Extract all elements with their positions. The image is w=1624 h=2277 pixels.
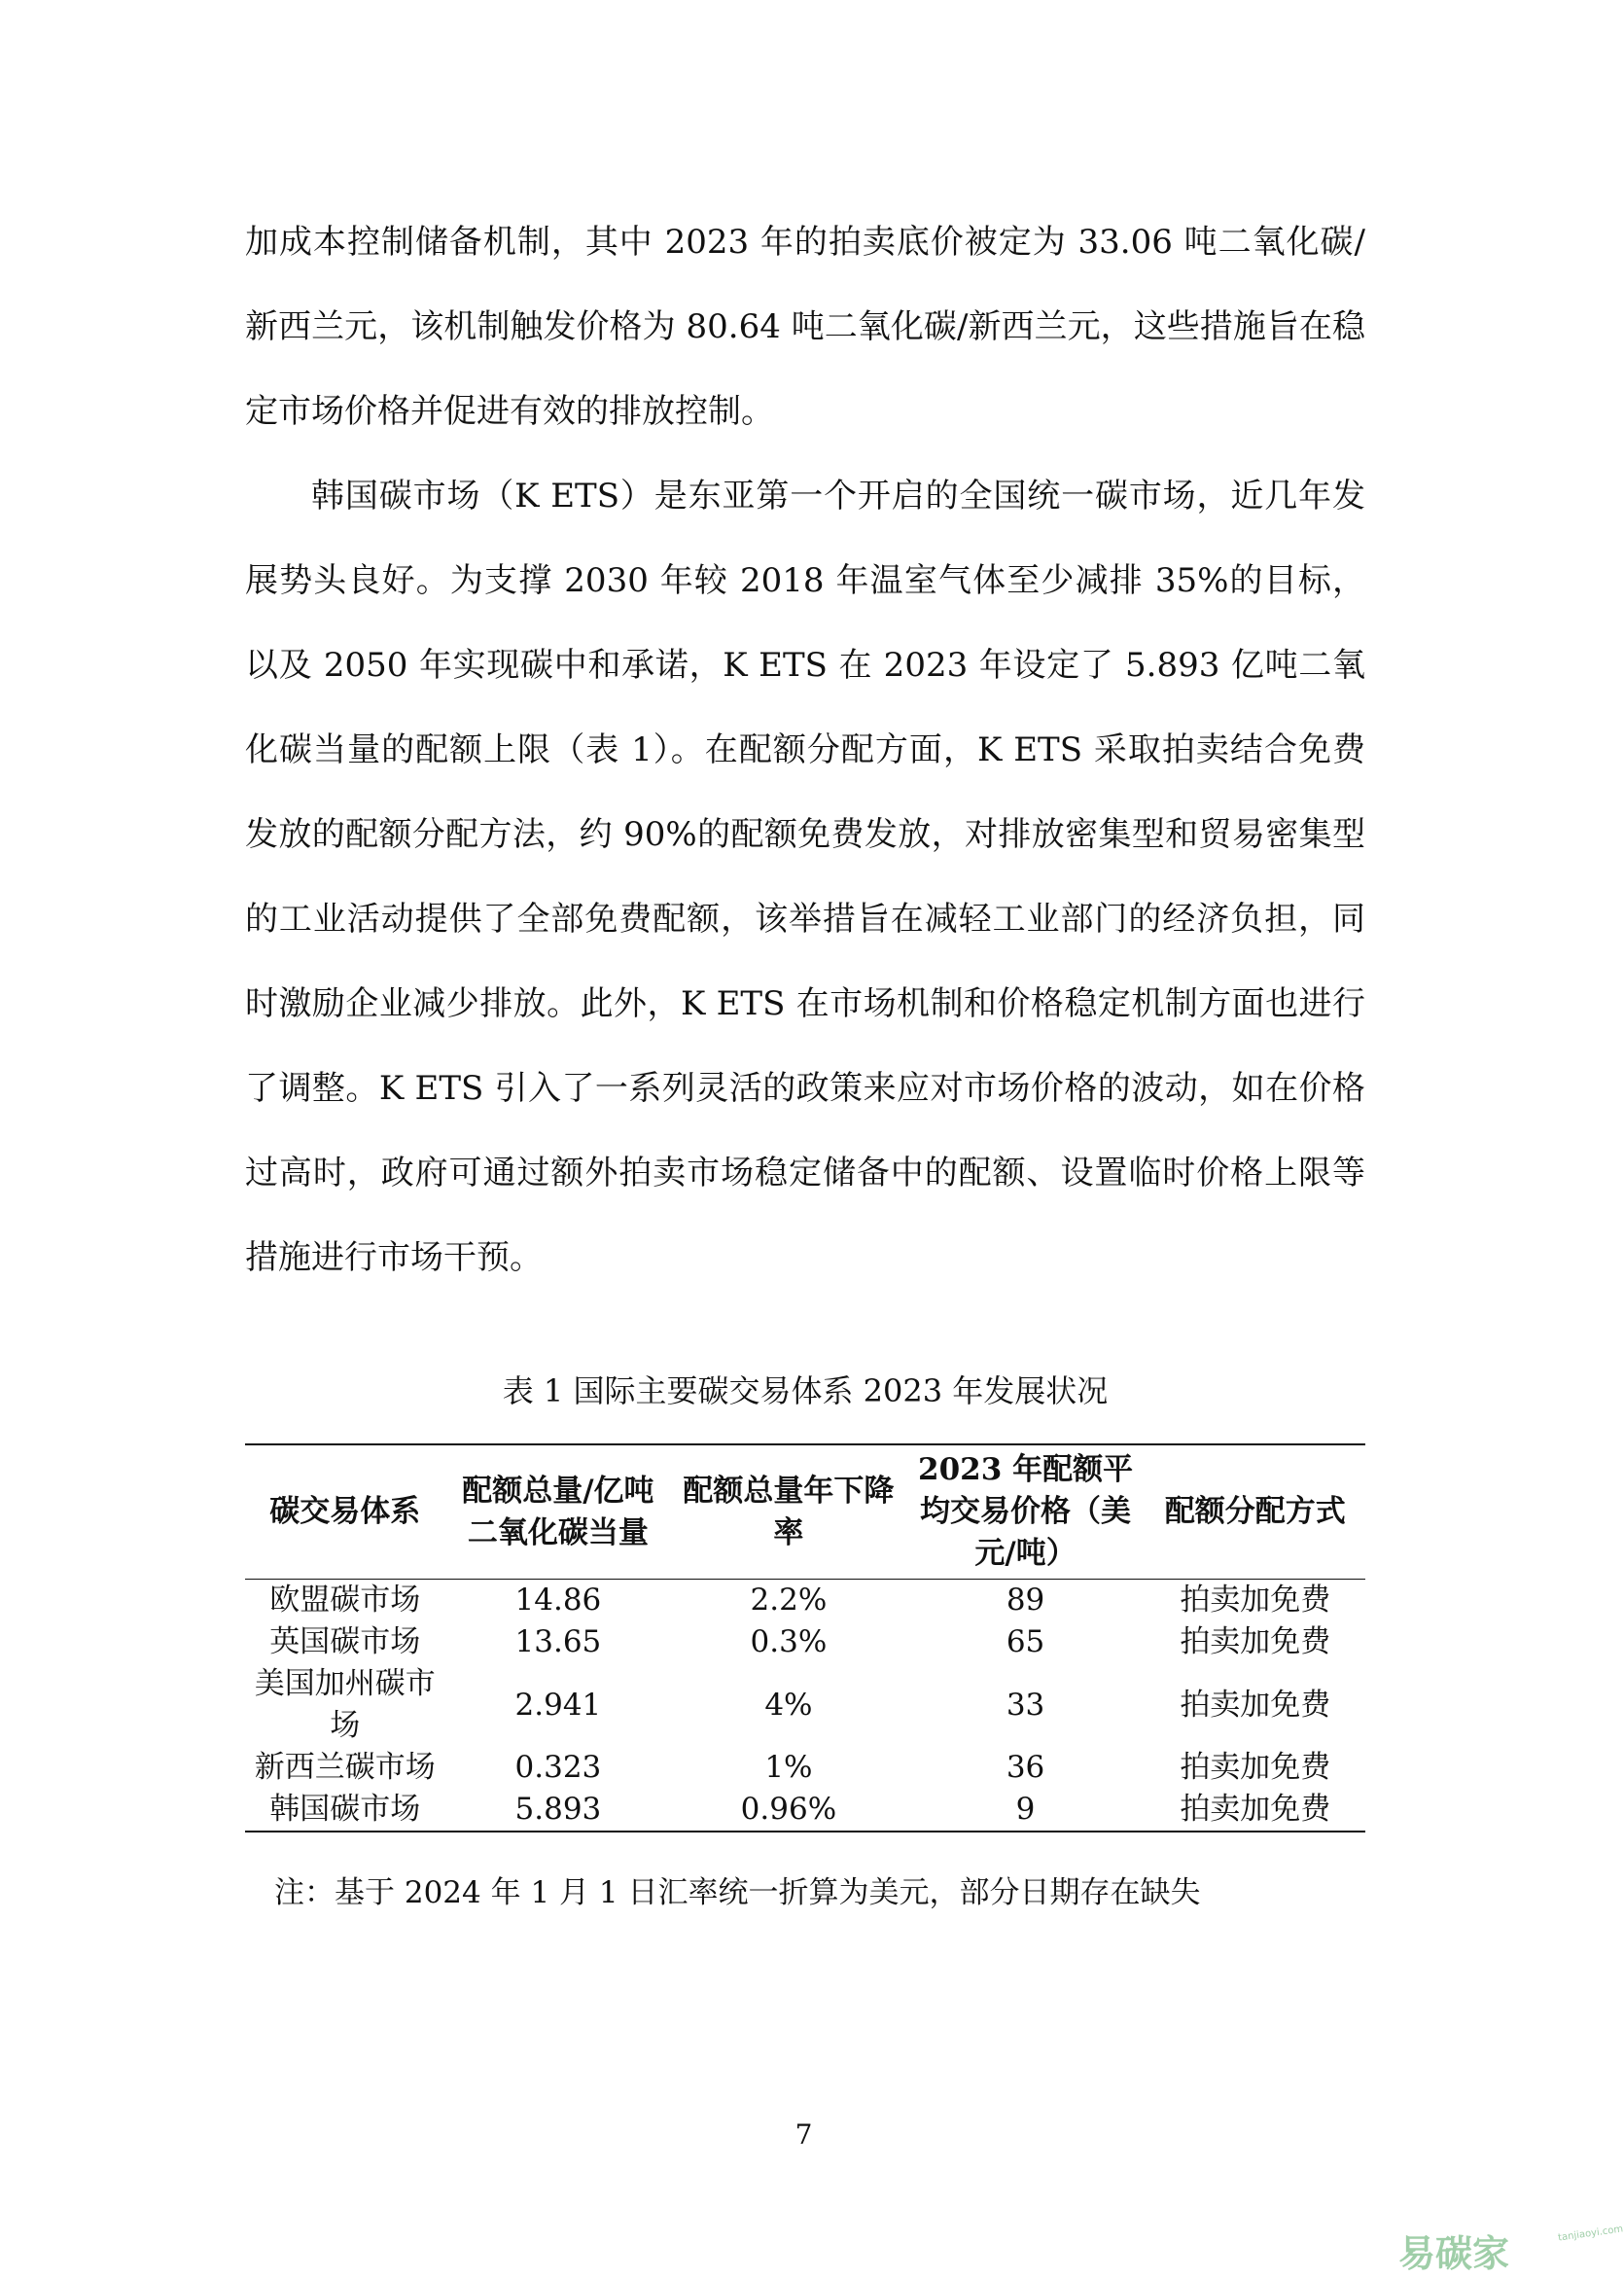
cell-market: 欧盟碳市场 [269, 1583, 421, 1618]
cell-allocation: 拍卖加免费 [1180, 1583, 1331, 1618]
cell-market: 新西兰碳市场 [254, 1750, 436, 1785]
cell-allocation: 拍卖加免费 [1180, 1750, 1331, 1785]
header-cap: 配额总量/亿吨二氧化碳当量 [462, 1473, 654, 1550]
table-row [245, 1621, 1365, 1663]
cell-cap: 5.893 [514, 1792, 602, 1827]
cell-cap: 13.65 [514, 1624, 602, 1659]
cell-decline: 1% [764, 1750, 813, 1785]
watermark-domain: tanjiaoyi.com [1557, 2224, 1624, 2244]
cell-price: 9 [1015, 1792, 1036, 1827]
paragraph-kets: 韩国碳市场（K ETS）是东亚第一个开启的全国统一碳市场，近几年发展势头良好。为支撑 2030 年较 2018 年温室气体至少减排 35%的目标，以及 2050 年实现碳中和承诺，K ETS 在 2023 年设定了 5.893 亿吨二氧化碳当量的配额上限（表 1）。在配额分配方面，K ETS 采取拍卖结合免费发放的配额分配方法，约 90%的配额免费发放，对排放密集型和贸易密集型的工业活动提供了全部免费配额，该举措旨在减轻工业部门的经济负担，同时激励企业减少排放。此外，K ETS 在市场机制和价格稳定机制方面也进行了调整。K ETS 引入了一系列灵活的政策来应对市场价格的波动，如在价格过高时，政府可通过额外拍卖市场稳定储备中的配额、设置临时价格上限等措施进行市场干预。 [245, 477, 1365, 1277]
table-row [245, 1789, 1365, 1832]
cell-price: 89 [1006, 1583, 1045, 1618]
paragraph-continuation: 加成本控制储备机制，其中 2023 年的拍卖底价被定为 33.06 吨二氧化碳/新西兰元，该机制触发价格为 80.64 吨二氧化碳/新西兰元，这些措施旨在稳定市场价格并促进有效的排放控制。 [245, 223, 1365, 431]
cell-cap: 14.86 [514, 1583, 602, 1618]
cell-cap: 0.323 [514, 1750, 602, 1785]
table-header-row [245, 1444, 1365, 1580]
table-row [245, 1747, 1365, 1789]
page-number: 7 [794, 2118, 813, 2151]
header-decline-rate: 配额总量年下降率 [683, 1473, 895, 1550]
cell-decline: 2.2% [750, 1583, 828, 1618]
table-row [245, 1663, 1365, 1747]
cell-allocation: 拍卖加免费 [1180, 1687, 1331, 1723]
cell-decline: 0.3% [750, 1624, 828, 1659]
body-text [245, 200, 1365, 1300]
cell-market: 韩国碳市场 [269, 1792, 421, 1827]
cell-allocation: 拍卖加免费 [1180, 1624, 1331, 1659]
cell-price: 36 [1006, 1750, 1045, 1785]
cell-allocation: 拍卖加免费 [1180, 1792, 1331, 1827]
cell-market: 美国加州碳市场 [254, 1666, 436, 1743]
carbon-markets-table [245, 1443, 1365, 1832]
cell-decline: 0.96% [740, 1792, 837, 1827]
cell-decline: 4% [764, 1687, 813, 1723]
header-avg-price: 2023 年配额平均交易价格（美元/吨） [918, 1452, 1134, 1571]
header-allocation: 配额分配方式 [1164, 1494, 1346, 1529]
table-row [245, 1580, 1365, 1622]
table-caption: 表 1 国际主要碳交易体系 2023 年发展状况 [502, 1372, 1109, 1409]
watermark-logo: 易碳家 [1398, 2232, 1510, 2275]
cell-price: 33 [1006, 1687, 1045, 1723]
header-market: 碳交易体系 [269, 1494, 421, 1529]
table-note: 注：基于 2024 年 1 月 1 日汇率统一折算为美元，部分日期存在缺失 [274, 1875, 1201, 1910]
cell-market: 英国碳市场 [269, 1624, 421, 1659]
cell-cap: 2.941 [514, 1687, 602, 1723]
cell-price: 65 [1006, 1624, 1045, 1659]
